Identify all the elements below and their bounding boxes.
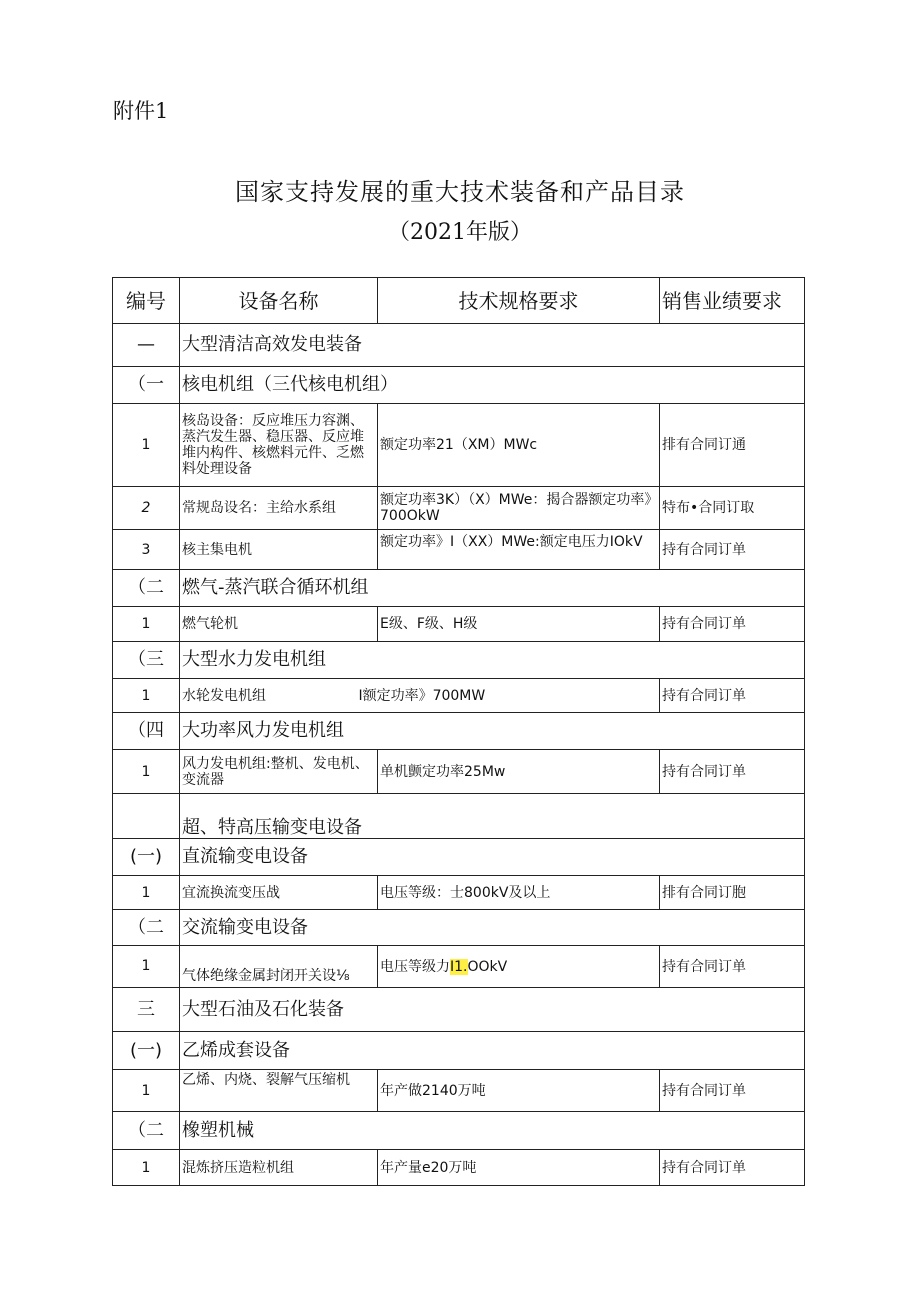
technical-spec-part: 电压等级力: [380, 958, 450, 975]
section-number: 三: [113, 988, 180, 1032]
subsection-row: [113, 1112, 805, 1150]
equipment-name: 风力发电机组:整机、发电机、变流器: [180, 750, 378, 794]
row-number: 1: [113, 607, 180, 642]
subsection-title: 大功率风力发电机组: [180, 713, 805, 750]
sales-requirement: 持有合同订单: [660, 530, 805, 570]
equipment-table: [112, 277, 805, 1186]
subsection-row: [113, 713, 805, 750]
technical-spec: 年产量e20万吨: [378, 1150, 660, 1186]
table-row: [113, 530, 805, 570]
table-row: [113, 750, 805, 794]
table-row: [113, 679, 805, 713]
equipment-name: 核岛设备：反应堆压力容渊、蒸汽发生器、稳压器、反应堆堆内构件、核燃料元件、乏燃料处理设备: [180, 404, 378, 487]
subsection-number: （二: [113, 1112, 180, 1150]
equipment-name: 混炼挤压造粒机组: [180, 1150, 378, 1186]
subsection-title: 橡塑机械: [180, 1112, 805, 1150]
subsection-row: [113, 910, 805, 946]
sales-requirement: 持有合同订单: [660, 607, 805, 642]
row-number: 1: [113, 404, 180, 487]
equipment-name: 乙烯、内烧、裂解气压缩机: [180, 1070, 378, 1112]
table-row: [113, 1070, 805, 1112]
sales-requirement: 特布•合同订取: [660, 487, 805, 530]
row-number: 2: [113, 487, 180, 530]
table-row: [113, 404, 805, 487]
table-header-row: [113, 278, 805, 324]
equipment-name: 宜流换流变压战: [180, 876, 378, 910]
document-title: 国家支持发展的重大技术装备和产品目录: [235, 178, 685, 206]
subsection-number: （一: [113, 367, 180, 404]
section-title: 大型清洁高效发电装备: [180, 324, 805, 367]
subsection-number: （二: [113, 570, 180, 607]
subsection-number: (一): [113, 1032, 180, 1070]
sales-requirement: 持有合同订单: [660, 750, 805, 794]
section-row: [113, 324, 805, 367]
row-number: 3: [113, 530, 180, 570]
row-number: 1: [113, 1070, 180, 1112]
subsection-row: [113, 839, 805, 876]
row-number: 1: [113, 1150, 180, 1186]
sales-requirement: 排有合同订胞: [660, 876, 805, 910]
subsection-title: 交流输变电设备: [180, 910, 805, 946]
subsection-row: [113, 642, 805, 679]
equipment-name: 水轮发电机组: [182, 687, 266, 704]
technical-spec: 额定功率》I（XX）MWe:额定电压力IOkV: [378, 530, 660, 570]
technical-spec: 额定功率3K）（X）MWe：揭合器额定功率》700OkW: [378, 487, 660, 530]
table-row: [113, 607, 805, 642]
header-equipment-name: 设备名称: [180, 278, 378, 324]
row-number: 1: [113, 750, 180, 794]
row-number: 1: [113, 679, 180, 713]
subsection-title: 大型水力发电机组: [180, 642, 805, 679]
subsection-title: 燃气-蒸汽联合循环机组: [180, 570, 805, 607]
section-number: [113, 794, 180, 839]
technical-spec: 年产做2140万吨: [378, 1070, 660, 1112]
technical-spec: [378, 946, 660, 988]
subsection-row: [113, 570, 805, 607]
technical-spec: I额定功率》700MW: [358, 687, 486, 704]
section-number: —: [113, 324, 180, 367]
section-row: [113, 794, 805, 839]
sales-requirement: 持有合同订单: [660, 1070, 805, 1112]
equipment-name: 燃气轮机: [180, 607, 378, 642]
section-title: 超、特高压输变电设备: [180, 794, 805, 839]
highlighted-text: I1.: [450, 958, 468, 975]
table-row: [113, 876, 805, 910]
equipment-name-and-spec: [180, 679, 660, 713]
section-row: [113, 988, 805, 1032]
technical-spec: 额定功率21（XM）MWc: [378, 404, 660, 487]
sales-requirement: 持有合同订单: [660, 946, 805, 988]
sales-requirement: 排有合同订通: [660, 404, 805, 487]
technical-spec-part: OOkV: [467, 958, 508, 975]
subsection-number: （四: [113, 713, 180, 750]
subsection-row: [113, 1032, 805, 1070]
equipment-name: 核主集电机: [180, 530, 378, 570]
subsection-title: 乙烯成套设备: [180, 1032, 805, 1070]
subsection-row: [113, 367, 805, 404]
header-technical-spec: 技术规格要求: [378, 278, 660, 324]
table-row: [113, 1150, 805, 1186]
header-number: 编号: [113, 278, 180, 324]
subsection-number: （二: [113, 910, 180, 946]
technical-spec: 电压等级：士800kV及以上: [378, 876, 660, 910]
header-sales-requirement: 销售业绩要求: [660, 278, 805, 324]
equipment-name: 常规岛设名：主给水系组: [180, 487, 378, 530]
section-title: 大型石油及石化装备: [180, 988, 805, 1032]
subsection-number: (一): [113, 839, 180, 876]
table-row: [113, 487, 805, 530]
attachment-label: 附件1: [113, 99, 169, 123]
document-subtitle: （2021年版）: [388, 220, 532, 245]
row-number: 1: [113, 876, 180, 910]
table-row: [113, 946, 805, 988]
sales-requirement: 持有合同订单: [660, 679, 805, 713]
subsection-title: 核电机组（三代核电机组）: [180, 367, 805, 404]
row-number: 1: [113, 946, 180, 988]
technical-spec: E级、F级、H级: [378, 607, 660, 642]
equipment-name: 气体绝缘金属封闭开关设⅛: [180, 946, 378, 988]
subsection-title: 直流输变电设备: [180, 839, 805, 876]
sales-requirement: 持有合同订单: [660, 1150, 805, 1186]
subsection-number: （三: [113, 642, 180, 679]
technical-spec: 单机颤定功率25Mw: [378, 750, 660, 794]
